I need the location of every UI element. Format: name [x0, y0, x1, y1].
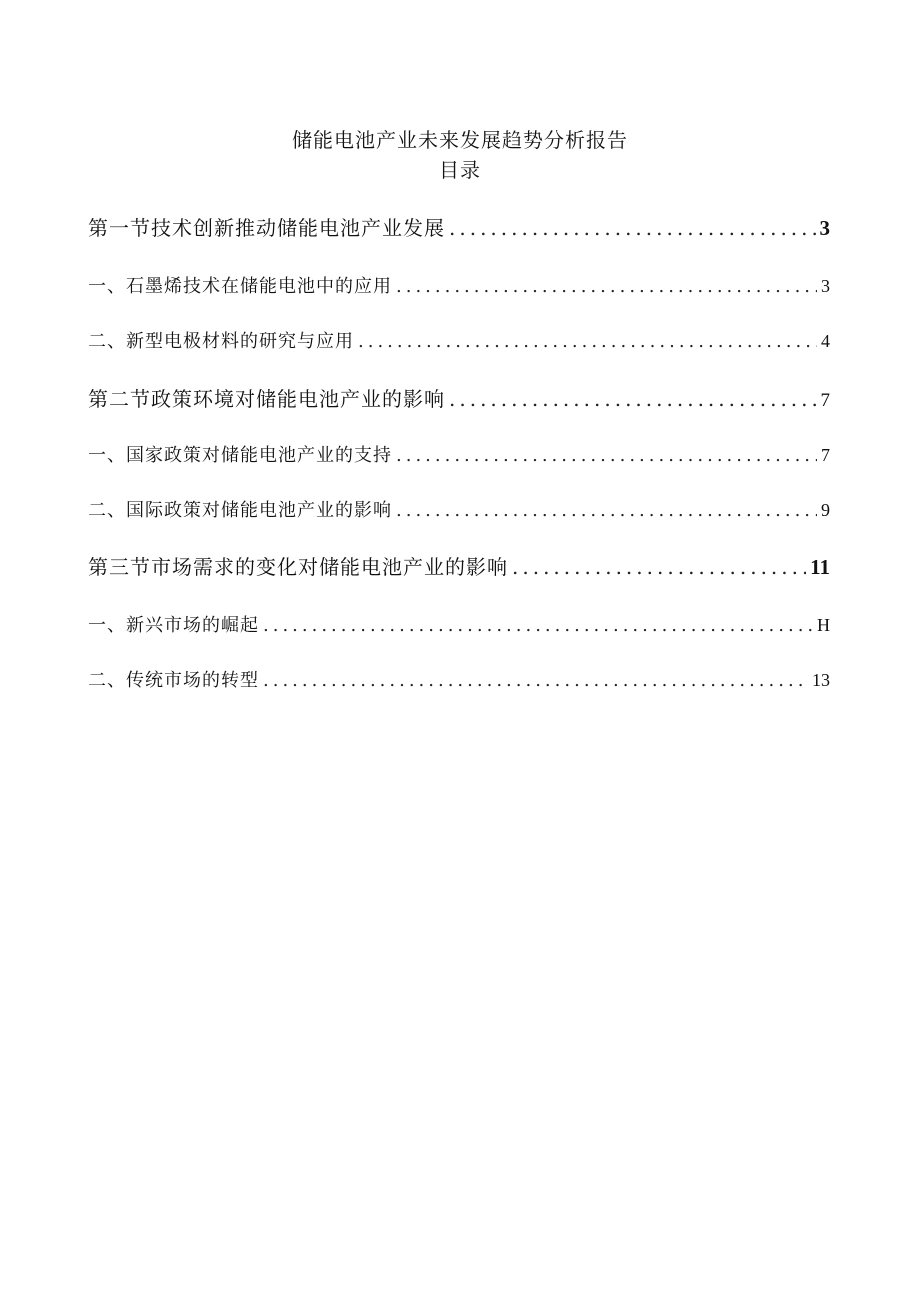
toc-entry-2-1[interactable]	[88, 441, 830, 467]
dot-leader	[449, 216, 816, 240]
dot-leader	[358, 331, 817, 352]
dot-leader	[396, 445, 817, 466]
toc-entry-label: 二、传统市场的转型	[88, 670, 259, 691]
toc-entry-page: 11	[810, 555, 830, 579]
toc-entry-page: H	[817, 615, 830, 635]
toc-entry-page: 7	[820, 390, 830, 411]
toc-entry-1-2[interactable]	[88, 327, 830, 353]
dot-leader	[263, 670, 808, 691]
toc-entry-label: 第三节市场需求的变化对储能电池产业的影响	[88, 555, 508, 579]
toc-entry-section-3[interactable]	[88, 551, 830, 580]
toc-entry-label: 一、石墨烯技术在储能电池中的应用	[88, 276, 392, 297]
toc-entry-2-2[interactable]	[88, 496, 830, 522]
toc-entry-page: 7	[821, 445, 830, 465]
toc-heading: 目录	[439, 158, 481, 182]
document-title: 储能电池产业未来发展趋势分析报告	[292, 128, 628, 152]
toc-entry-label: 第二节政策环境对储能电池产业的影响	[88, 387, 445, 411]
toc-entry-3-2[interactable]	[88, 666, 830, 692]
dot-leader	[512, 555, 806, 579]
toc-entry-page: 13	[812, 670, 830, 690]
toc-entry-page: 9	[821, 500, 830, 520]
toc-entry-page: 3	[819, 216, 830, 240]
toc-entry-page: 3	[821, 276, 830, 296]
toc-entry-3-1[interactable]	[88, 611, 830, 637]
dot-leader	[396, 276, 817, 297]
dot-leader	[396, 500, 817, 521]
toc-entry-page: 4	[821, 331, 830, 351]
toc-entry-section-1[interactable]	[88, 212, 830, 241]
dot-leader	[263, 615, 813, 636]
toc-entry-section-2[interactable]	[88, 383, 830, 412]
dot-leader	[449, 387, 817, 411]
toc-entry-1-1[interactable]	[88, 272, 830, 298]
toc-entry-label: 一、新兴市场的崛起	[88, 615, 259, 636]
toc-entry-label: 二、国际政策对储能电池产业的影响	[88, 500, 392, 521]
toc-entry-label: 二、新型电极材料的研究与应用	[88, 331, 354, 352]
toc-entry-label: 一、国家政策对储能电池产业的支持	[88, 445, 392, 466]
toc-entry-label: 第一节技术创新推动储能电池产业发展	[88, 216, 445, 240]
